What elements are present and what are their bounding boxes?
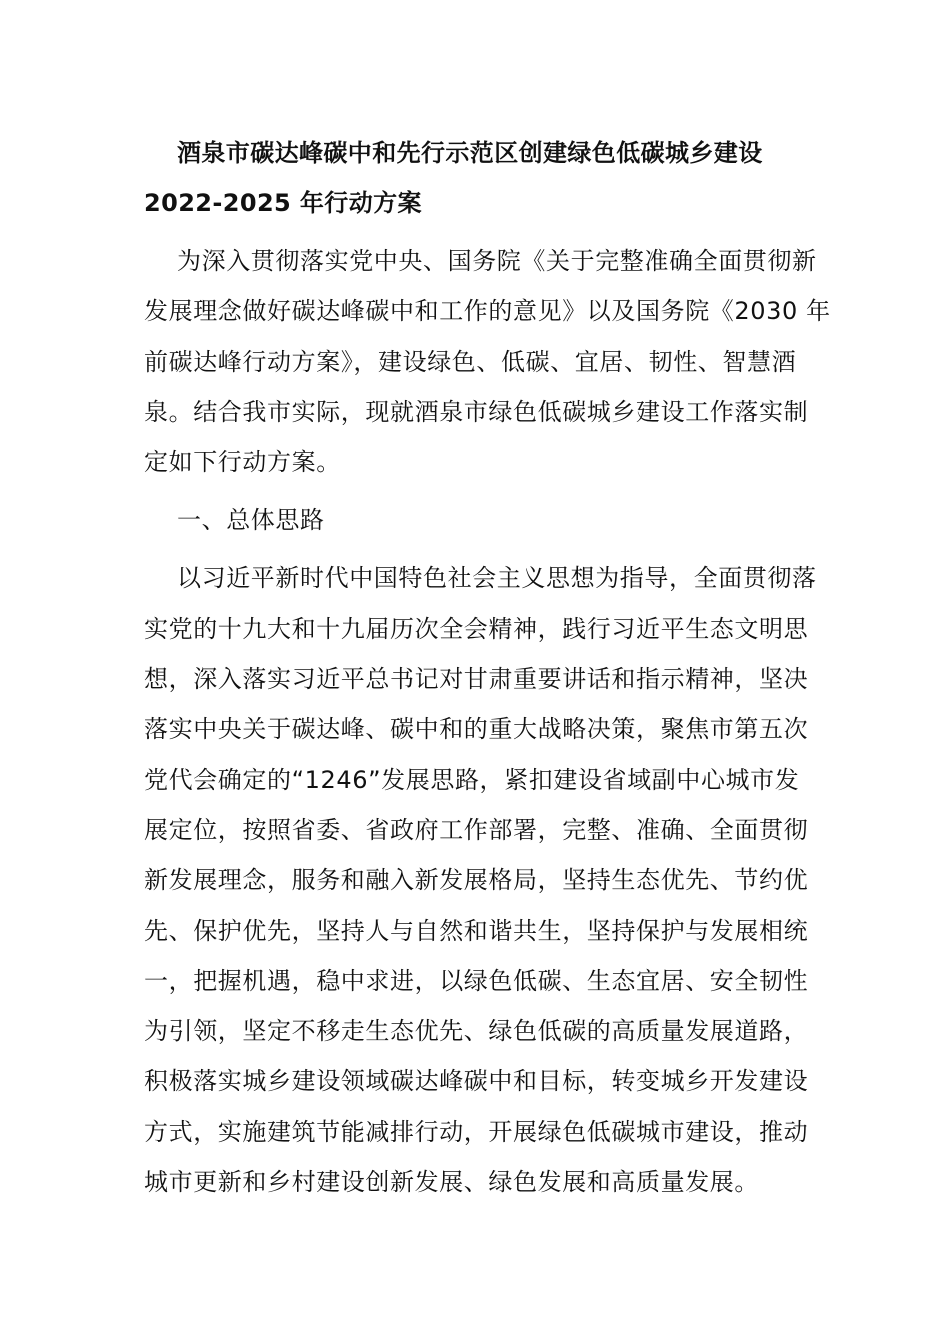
body-line: 党代会确定的“1246”发展思路，紧扣建设省域副中心城市发: [144, 765, 800, 794]
body-line: 新发展理念，服务和融入新发展格局，坚持生态优先、节约优: [144, 866, 809, 895]
intro-line: 泉。结合我市实际，现就酒泉市绿色低碳城乡建设工作落实制: [144, 397, 809, 426]
section-heading: 一、总体思路: [177, 506, 325, 535]
body-line: 先、保护优先，坚持人与自然和谐共生，坚持保护与发展相统: [144, 916, 809, 945]
intro-line: 发展理念做好碳达峰碳中和工作的意见》以及国务院《2030 年: [144, 297, 831, 326]
body-line: 实党的十九大和十九届历次全会精神，践行习近平生态文明思: [144, 614, 809, 643]
title-line-1: 酒泉市碳达峰碳中和先行示范区创建绿色低碳城乡建设: [177, 139, 763, 167]
intro-line: 前碳达峰行动方案》，建设绿色、低碳、宜居、韧性、智慧酒: [144, 347, 797, 376]
document-title: [144, 128, 806, 228]
intro-paragraph: [144, 236, 831, 487]
body-line: 方式，实施建筑节能减排行动，开展绿色低碳城市建设，推动: [144, 1117, 809, 1146]
body-line: 一，把握机遇，稳中求进，以绿色低碳、生态宜居、安全韧性: [144, 966, 809, 995]
body-line: 落实中央关于碳达峰、碳中和的重大战略决策，聚焦市第五次: [144, 715, 809, 744]
document-content: [144, 128, 831, 1207]
body-line: 以习近平新时代中国特色社会主义思想为指导，全面贯彻落: [177, 564, 817, 593]
body-line: 城市更新和乡村建设创新发展、绿色发展和高质量发展。: [144, 1168, 759, 1197]
body-line: 为引领，坚定不移走生态优先、绿色低碳的高质量发展道路，: [144, 1017, 809, 1046]
intro-line: 为深入贯彻落实党中央、国务院《关于完整准确全面贯彻新: [177, 247, 817, 275]
body-line: 积极落实城乡建设领域碳达峰碳中和目标，转变城乡开发建设: [144, 1067, 809, 1096]
body-line: 展定位，按照省委、省政府工作部署，完整、准确、全面贯彻: [144, 815, 809, 844]
title-line-2: 2022-2025 年行动方案: [144, 189, 422, 217]
intro-line: 定如下行动方案。: [144, 448, 341, 477]
body-line: 想，深入落实习近平总书记对甘肃重要讲话和指示精神，坚决: [144, 665, 809, 694]
body-paragraph: [144, 553, 817, 1207]
